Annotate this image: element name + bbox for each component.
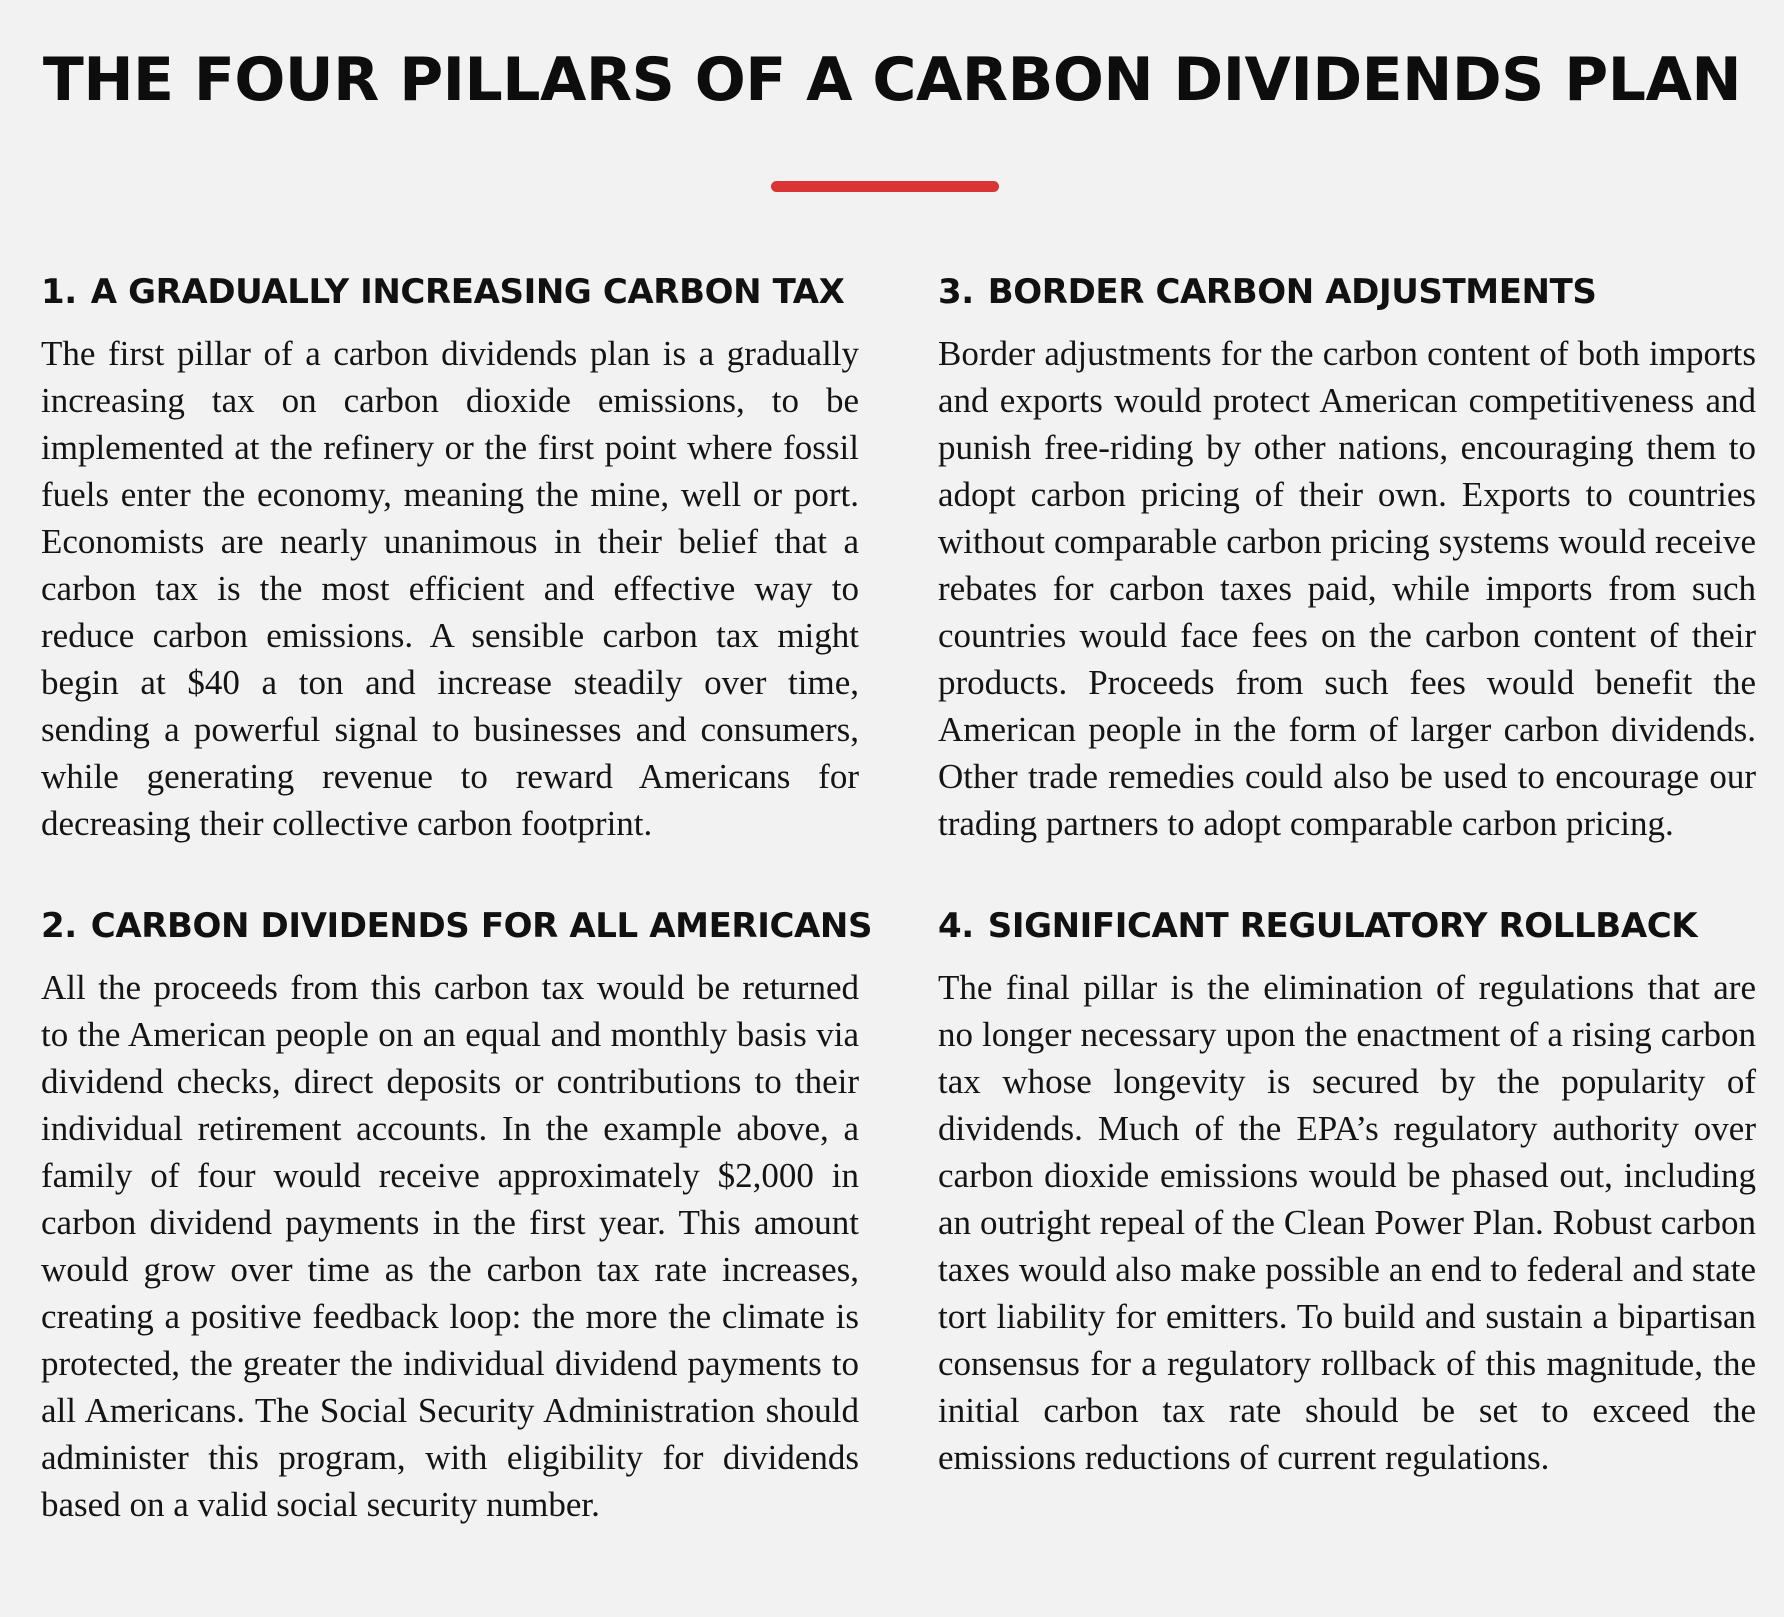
pillar-number: 3.	[938, 272, 974, 312]
accent-divider	[771, 181, 999, 192]
page-title: THE FOUR PILLARS OF A CARBON DIVIDENDS PLAN	[42, 45, 1742, 115]
pillar-section-3	[938, 272, 1756, 847]
pillar-body: Border adjustments for the carbon content of both imports and exports would protect American competitiveness and punish free-riding by other nations, encouraging them to adopt carbon pricing of their own. Exports to countries without comparable carbon pricing systems would receive rebates for carbon taxes paid, while imports from such countries would face fees on the carbon content of their products. Proceeds from such fees would benefit the American people in the form of larger carbon dividends. Other trade remedies could also be used to encourage our trading partners to adopt comparable carbon pricing.	[938, 334, 1756, 843]
pillar-heading-text: A GRADUALLY INCREASING CARBON TAX	[90, 272, 845, 312]
pillar-number: 1.	[41, 272, 77, 312]
pillar-body: The first pillar of a carbon dividends plan is a gradually increasing tax on carbon dioxide emissions, to be implemented at the refinery or the first point where fossil fuels enter the economy, meaning the mine, well or port. Economists are nearly unanimous in their belief that a carbon tax is the most efficient and effective way to reduce carbon emissions. A sensible carbon tax might begin at $40 a ton and increase steadily over time, sending a powerful signal to businesses and consumers, while generating revenue to reward Americans for decreasing their collective carbon footprint.	[41, 334, 859, 843]
pillar-section-4	[938, 906, 1756, 1481]
pillar-number: 4.	[938, 906, 974, 946]
pillar-heading	[938, 272, 1756, 312]
pillar-heading	[41, 906, 873, 946]
pillar-section-2	[41, 906, 873, 1528]
pillar-number: 2.	[41, 906, 77, 946]
pillar-heading-text: CARBON DIVIDENDS FOR ALL AMERICANS	[90, 906, 873, 946]
pillar-section-1	[41, 272, 859, 847]
pillar-heading	[41, 272, 859, 312]
pillar-heading-text: SIGNIFICANT REGULATORY ROLLBACK	[987, 906, 1698, 946]
pillar-heading	[938, 906, 1756, 946]
pillar-body: All the proceeds from this carbon tax would be returned to the American people on an equal and monthly basis via dividend checks, direct deposits or contributions to their individual retirement accounts. In the example above, a family of four would receive approximately $2,000 in carbon dividend payments in the first year. This amount would grow over time as the carbon tax rate increases, creating a positive feedback loop: the more the climate is protected, the greater the individual dividend payments to all Americans. The Social Security Administration should administer this program, with eligibility for dividends based on a valid social security number.	[41, 968, 859, 1524]
pillar-heading-text: BORDER CARBON ADJUSTMENTS	[987, 272, 1597, 312]
pillar-body: The final pillar is the elimination of regulations that are no longer necessary upon the enactment of a rising carbon tax whose longevity is secured by the popularity of dividends. Much of the EPA’s regulatory authority over carbon dioxide emissions would be phased out, including an outright repeal of the Clean Power Plan. Robust carbon taxes would also make possible an end to federal and state tort liability for emitters. To build and sustain a bipartisan consensus for a regulatory rollback of this magnitude, the initial carbon tax rate should be set to exceed the emissions reductions of current regulations.	[938, 968, 1756, 1477]
